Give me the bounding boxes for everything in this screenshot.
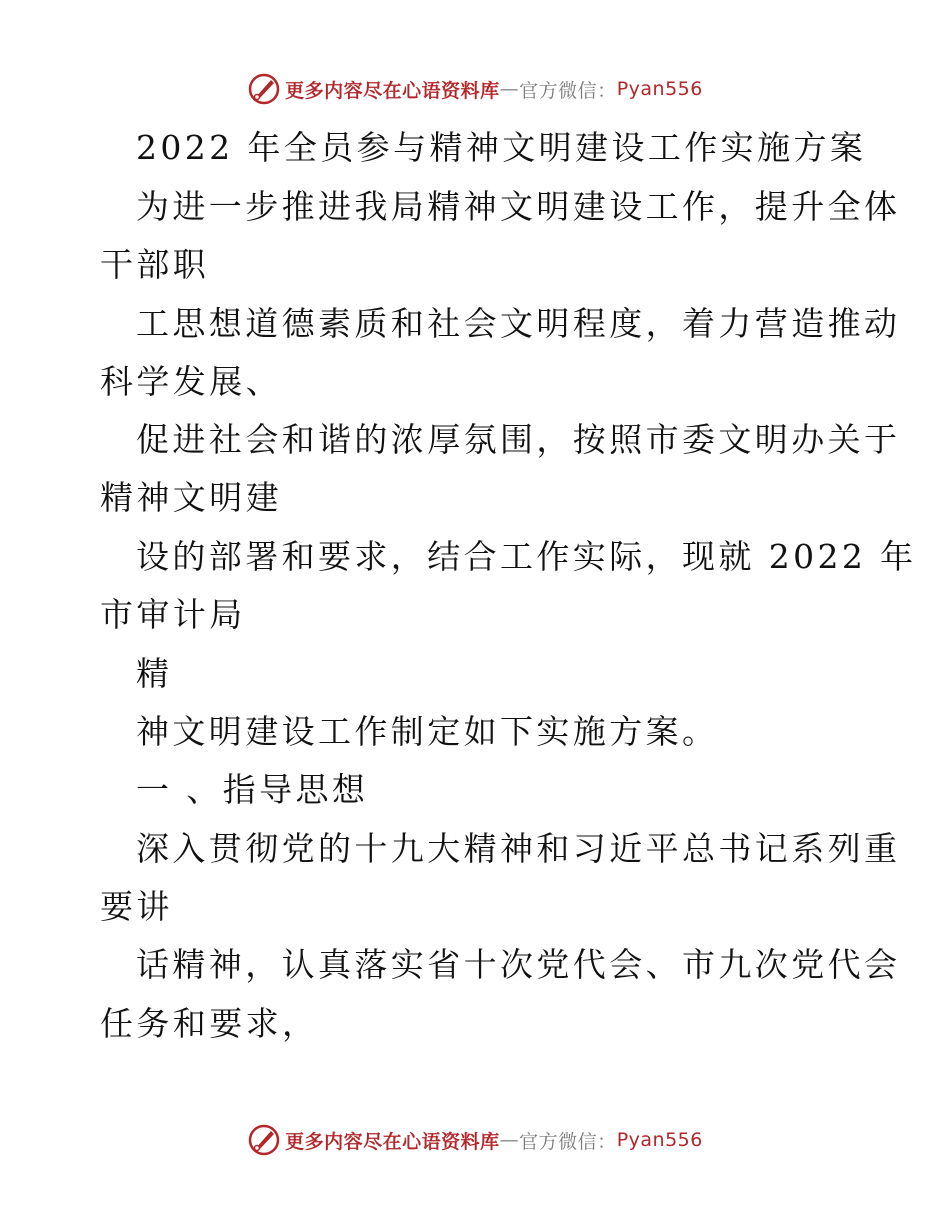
body-line: 干部职: [100, 245, 210, 284]
watermark-site-text: 更多内容尽在心语资料库: [285, 79, 500, 102]
body-line: 话精神，认真落实省十次党代会、市九次党代会: [136, 945, 901, 984]
body-line: 任务和要求，: [100, 1004, 319, 1043]
watermark-wechat-id: Pyan556: [616, 1129, 703, 1151]
section-heading: 一 、指导思想: [136, 770, 369, 809]
quill-logo-icon: [247, 1123, 281, 1157]
body-line: 深入贯彻党的十九大精神和习近平总书记系列重: [136, 829, 901, 868]
body-line: 市审计局: [100, 595, 246, 634]
quill-logo-icon: [247, 72, 281, 106]
watermark-site-text: 更多内容尽在心语资料库: [285, 1130, 500, 1153]
body-line: 精: [136, 654, 173, 693]
watermark-label: 官方微信：: [519, 79, 617, 102]
watermark-dash: —: [499, 1129, 520, 1151]
body-line: 促进社会和谐的浓厚氛围，按照市委文明办关于: [136, 420, 901, 459]
body-line: 为进一步推进我局精神文明建设工作，提升全体: [136, 187, 901, 226]
body-line: 神文明建设工作制定如下实施方案。: [136, 712, 719, 751]
body-line: 精神文明建: [100, 478, 282, 517]
watermark-label: 官方微信：: [519, 1130, 617, 1153]
header-watermark: [0, 72, 950, 106]
body-line: 设的部署和要求，结合工作实际，现就 2022 年: [136, 537, 917, 576]
watermark-wechat-id: Pyan556: [616, 78, 703, 100]
body-line: 工思想道德素质和社会文明程度，着力营造推动: [136, 304, 901, 343]
footer-watermark: [0, 1123, 950, 1157]
body-line: 要讲: [100, 887, 173, 926]
document-title: 2022 年全员参与精神文明建设工作实施方案: [136, 128, 867, 167]
watermark-dash: —: [499, 78, 520, 100]
body-line: 科学发展、: [100, 362, 282, 401]
